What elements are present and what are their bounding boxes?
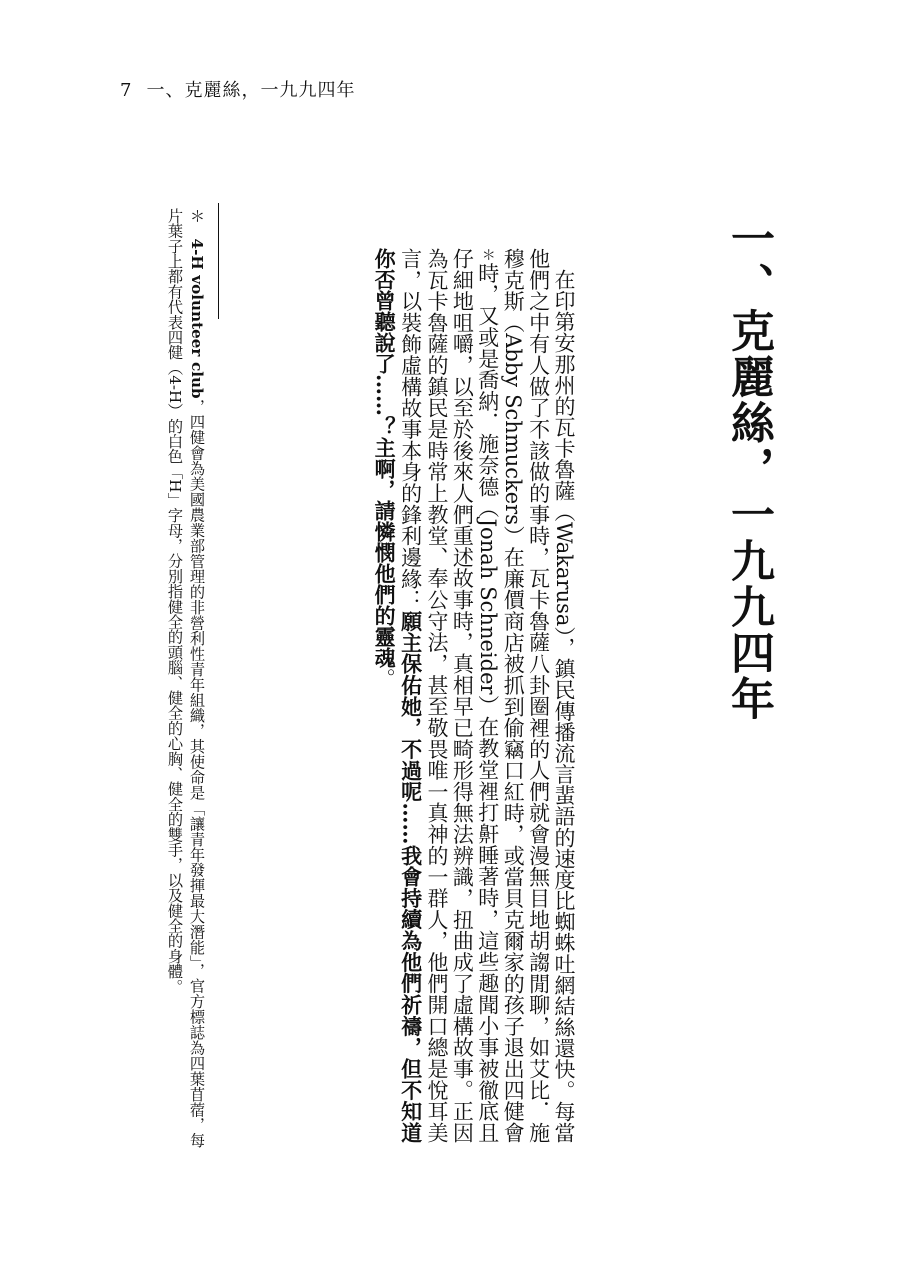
footnote-paragraph	[164, 208, 208, 1148]
body-text-part-3: 。	[372, 668, 397, 689]
footnote-marker: ＊	[188, 208, 206, 224]
footnote	[118, 208, 208, 1148]
running-title: 一、克麗絲，一九九四年	[146, 80, 356, 101]
footnote-divider	[218, 203, 219, 319]
body-text-part-1: 在印第安那州的瓦卡魯薩（Wakarusa），鎮民傳播流言蜚語的速度比蜘蛛吐網結絲還快。每當他們之中有人做了不該做的事時，瓦卡魯薩八卦圈裡的人們就會漫無目地胡謅閒聊，如艾比．施穆克斯（Abby Schmuckers）在廉價商店被抓到偷竊口紅時，或當貝克爾家的孩子退出四健會	[501, 248, 576, 1143]
body-paragraph	[371, 248, 576, 1143]
running-header	[120, 76, 355, 102]
body-text	[276, 248, 576, 1143]
footnote-term: 4-H volunteer club	[188, 238, 206, 399]
footnote-reference: ＊	[479, 248, 496, 263]
body-text-part-2: 時，又或是喬納．施奈德（Jonah Schneider）在教堂裡打鼾睡著時，這些趣聞小事被徹底且仔細地咀嚼，以至於後來人們重述故事時，真相早已畸形得無法辨識，扭曲成了虛構故事。正因為瓦卡魯薩的鎮民是時常上教堂、奉公守法，甚至敬畏唯一真神的一群人，他們開口總是悅耳美言，以裝飾虛構故事本身的鋒利邊緣：	[398, 248, 500, 1143]
body-emphasis: 願主保佑她，不過呢……我會持續為他們祈禱，但不知道你否曾聽說了……？主啊，請憐憫他們的靈魂	[372, 248, 424, 1144]
chapter-title: 一、克麗絲，一九九四年	[723, 216, 774, 722]
footnote-text: ，四健會為美國農業部管理的非營利性青年組織，其使命是「讓青年發揮最大潛能」，官方標誌為四葉苜蓿，每片葉子上都有代表四健（4-H）的白色「H」字母，分別指健全的頭腦、健全的心胸、健全的雙手，以及健全的身體。	[166, 208, 206, 1149]
page-number: 7	[120, 80, 133, 101]
